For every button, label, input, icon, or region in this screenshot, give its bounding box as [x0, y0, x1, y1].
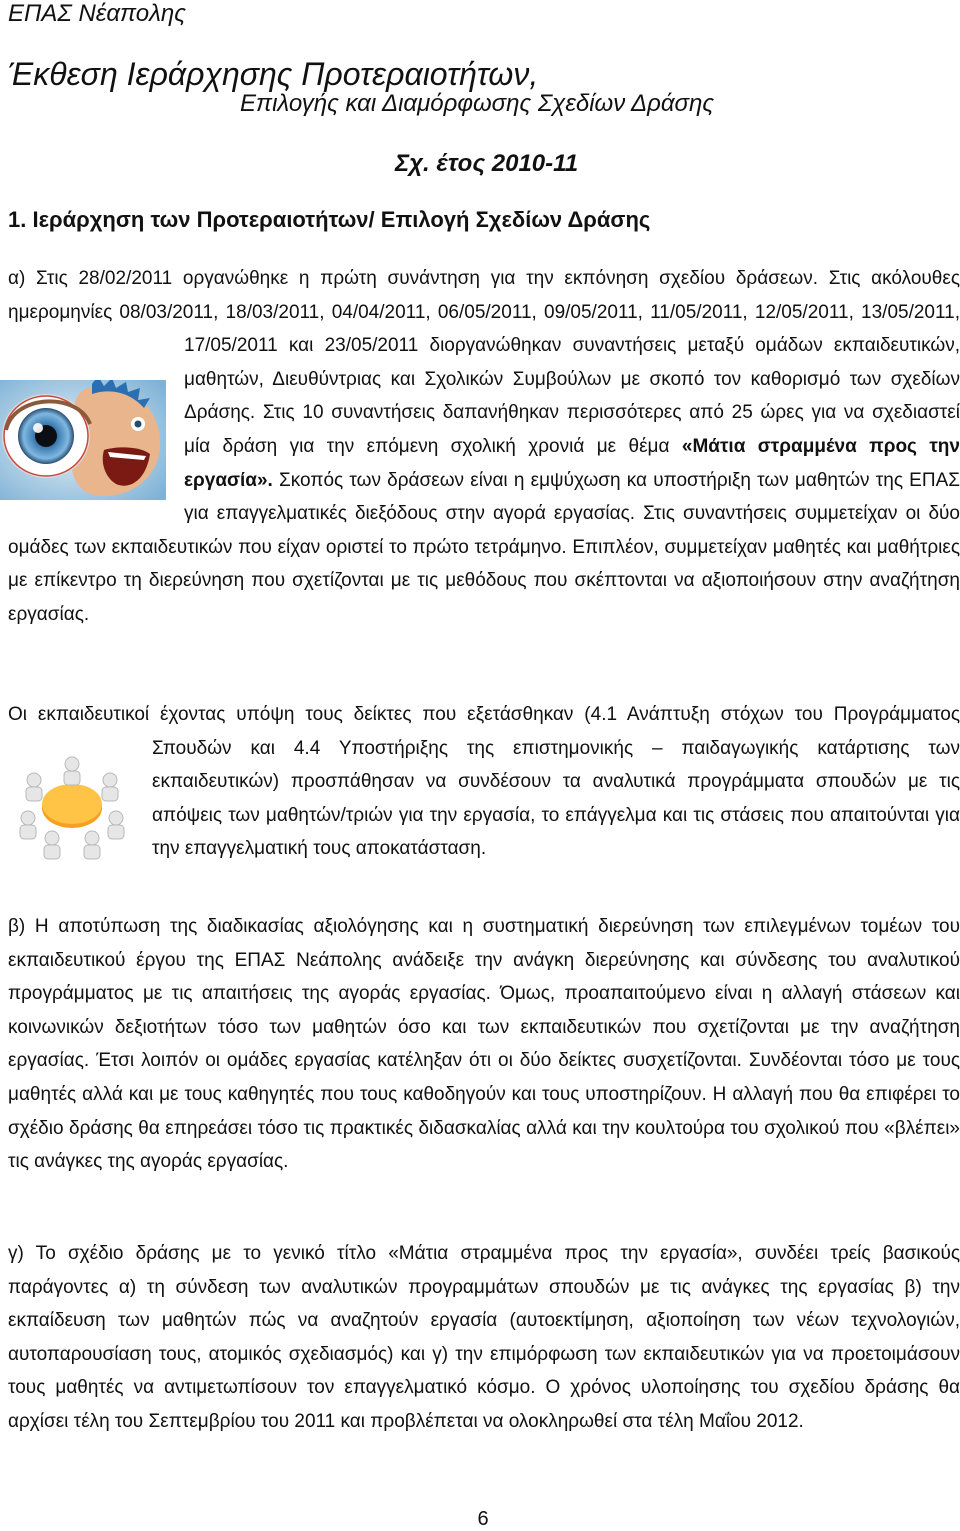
paragraph-a: α) Στις 28/02/2011 οργανώθηκε η πρώτη συνάντηση για την εκπόνηση σχεδίου δράσεων. Στις ακόλουθες ημερομηνίες 08/03/2011, 18/03/2011, 04/04/2011, 06/05/2011, 09/05/2011, 11/05/2011, 12/05/2011, 13/05/2011, 17/05/2011 και 23/05/2011 διοργανώθηκαν συναντήσεις μεταξύ ομάδων εκπαιδευτικών, μαθητών, Διευθύντριας και Σχολικών Συμβούλων με σκοπό τον καθορισμό των σχεδίων Δράσης. Στις 10 συναντήσεις δαπανήθηκαν περισσότερες από 25 ώρες για να σχεδιαστεί μία δράση για την επόμενη σχολική χρονιά με θέμα «Μάτια στραμμένα προς την εργασία». Σκοπός των δράσεων είναι η εμψύχωση κα υποστήριξη των μαθητών της ΕΠΑΣ για επαγγελματικές διεξόδους στην αγορά εργασίας. Στις συναντήσεις συμμετείχαν οι δύο ομάδες των εκπαιδευτικών που είχαν οριστεί το πρώτο τετράμηνο. Επιπλέον, συμμετείχαν μαθητές και μαθήτριες με επίκεντρο τη διερεύνηση που σχετίζονται με τις μεθόδους που σκέπτονται να αξιοποιήσουν στην αναζήτηση εργασίας.: [8, 262, 960, 632]
action-plan-title: «Μάτια στραμμένα προς την εργασία».: [184, 435, 960, 491]
school-name: ΕΠΑΣ Νέαπολης: [8, 0, 186, 27]
school-year: Σχ. έτος 2010-11: [395, 150, 579, 177]
paragraph-b: β) Η αποτύπωση της διαδικασίας αξιολόγησης και η συστηματική διερεύνηση των επιλεγμένων τομέων του εκπαιδευτικού έργου της ΕΠΑΣ Νεάπολης ανάδειξε την ανάγκη διερεύνησης και σύνδεσης του αναλυτικού προγράμματος με τις απαιτήσεις της αγοράς εργασίας. Όμως, προαπαιτούμενο είναι η αλλαγή στάσεων και κοινωνικών δεξιοτήτων τόσο των μαθητών όσο και των εκπαιδευτικών που σχετίζονται με την αναζήτηση εργασίας. Έτσι λοιπόν οι ομάδες εργασίας κατέληξαν ότι οι δύο δείκτες συσχετίζονται. Συνδέονται τόσο με τους μαθητές αλλά και με τους καθηγητές που τους καθοδηγούν και τους υποστηρίζουν. Η αλλαγή που θα επιφέρει το σχέδιο δράσης θα επηρεάσει τόσο τις πρακτικές διδασκαλίας αλλά και την κουλτούρα του σχολικού που «βλέπει» τις ανάγκες της αγοράς εργασίας.: [8, 916, 960, 1173]
people-round-table-image: [8, 734, 136, 870]
paragraph-indicators: Οι εκπαιδευτικοί έχοντας υπόψη τους δείκτες που εξετάσθηκαν (4.1 Ανάπτυξη στόχων του Προγράμματος Σπουδών και 4.4 Υποστήριξης της επιστημονικής – παιδαγωγικής κατάρτισης των εκπαιδευτικών) προσπάθησαν να συνδέσουν τα αναλυτικά προγράμματα σπουδών με τις απόψεις των μαθητών/τριών για την εργασία, το επάγγελμα και τις στάσεις που απαιτούνται για την επαγγελματική τους αποκατάσταση.: [8, 698, 960, 870]
paragraph-c: γ) Το σχέδιο δράσης με το γενικό τίτλο «Μάτια στραμμένα προς την εργασία», συνδέει τρείς βασικούς παράγοντες α) τη σύνδεση των αναλυτικών προγραμμάτων σπουδών με τις ανάγκες της εργασίας β) την εκπαίδευση των μαθητών πώς να αναζητούν εργασία (αυτοεκτίμηση, αξιοποίηση των νέων τεχνολογιών, αυτοπαρουσίαση τους, ατομικός σχεδιασμός) και γ) την επιμόρφωση των εκπαιδευτικών για να προετοιμάσουν τους μαθητές να αντιμετωπίσουν τον επαγγελματικό κόσμο. Ο χρόνος υλοποίησης του σχεδίου δράσης θα αρχίσει τέλη του Σεπτεμβρίου του 2011 και προβλέπεται να ολοκληρωθεί στα τέλη Μαΐου 2012.: [8, 1243, 960, 1432]
surprised-man-eye-image: [0, 380, 166, 500]
page-number: 6: [477, 1508, 489, 1530]
section-heading: 1. Ιεράρχηση των Προτεραιοτήτων/ Επιλογή Σχεδίων Δράσης: [8, 207, 651, 232]
report-title: Έκθεση Ιεράρχησης Προτεραιοτήτων,: [8, 56, 539, 92]
report-subtitle: Επιλογής και Διαμόρφωσης Σχεδίων Δράσης: [240, 90, 714, 117]
